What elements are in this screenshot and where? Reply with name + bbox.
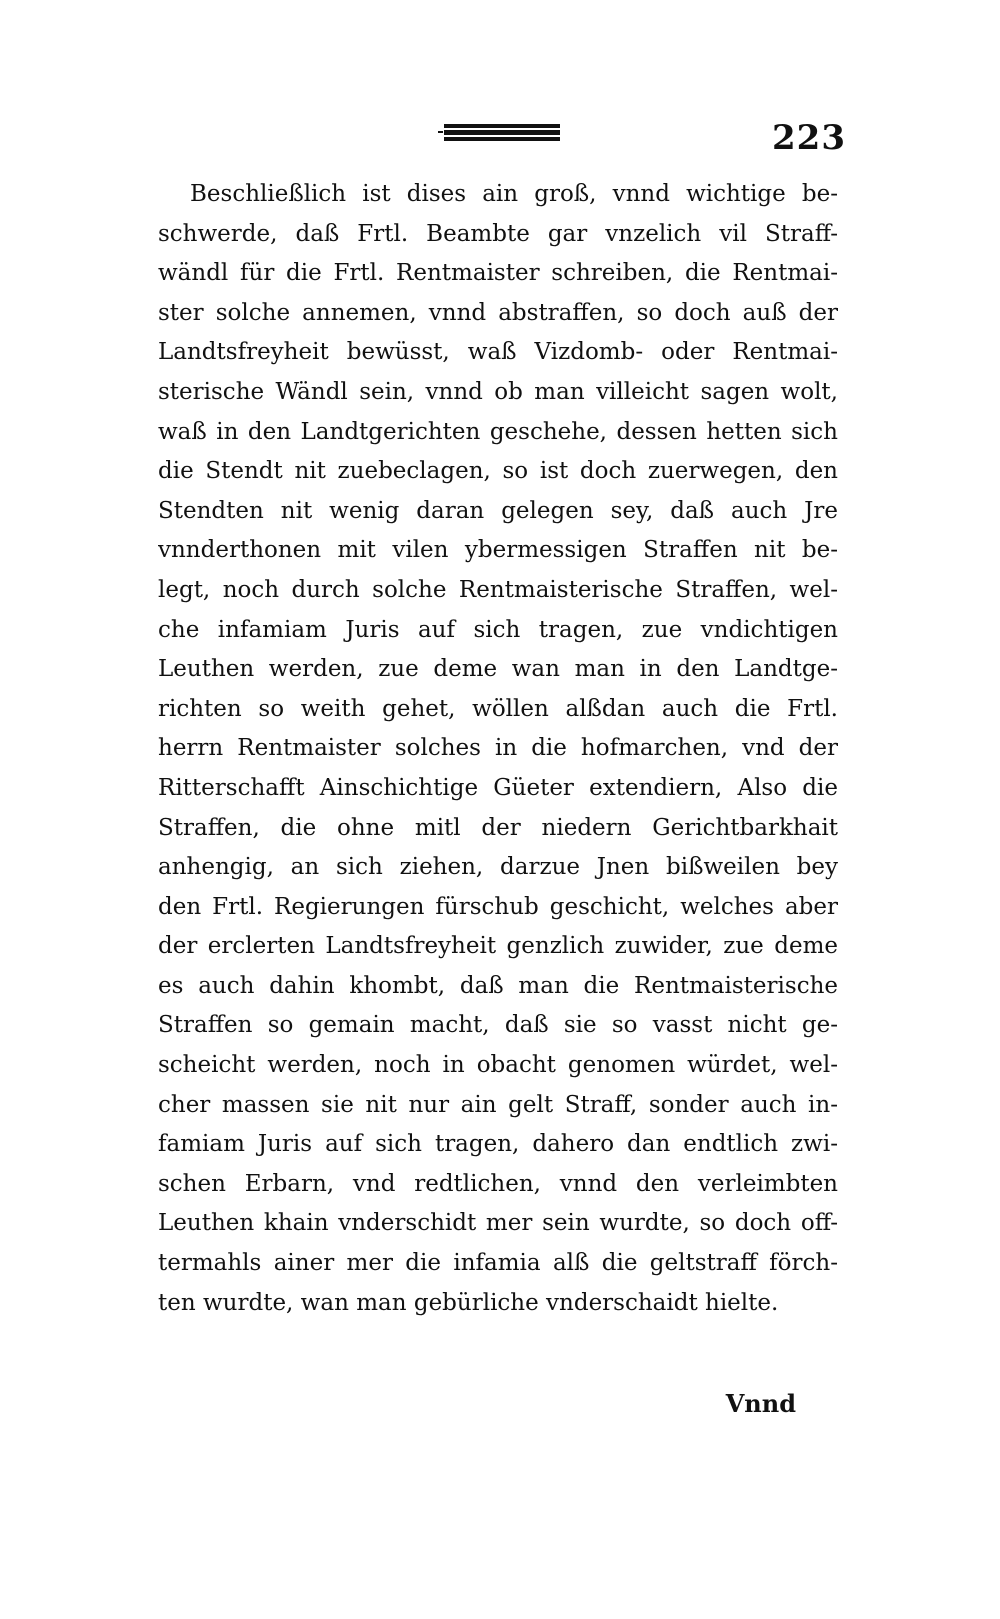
text-line: schen Erbarn, vnd redtlichen, vnnd den verleimbten — [158, 1170, 838, 1197]
text-line: Straffen, die ohne mitl der niedern Gerichtbarkhait — [158, 814, 838, 841]
text-line: termahls ainer mer die infamia alß die geltstraff förch- — [158, 1250, 838, 1277]
text-line: Leuthen werden, zue deme wan man in den Landtge- — [158, 656, 838, 683]
text-line: anhengig, an sich ziehen, darzue Jnen bißweilen bey — [158, 854, 838, 881]
text-line: waß in den Landtgerichten geschehe, dessen hetten sich — [158, 418, 838, 445]
text-line: wändl für die Frtl. Rentmaister schreiben, die Rentmai- — [158, 260, 838, 287]
text-line: cher massen sie nit nur ain gelt Straff, sonder auch in- — [158, 1091, 838, 1118]
text-line: herrn Rentmaister solches in die hofmarchen, vnd der — [158, 735, 838, 762]
text-line: scheicht werden, noch in obacht genomen würdet, wel- — [158, 1052, 838, 1079]
text-line: Stendten nit wenig daran gelegen sey, daß auch Jre — [158, 497, 838, 524]
header-ornamental-rule — [438, 122, 566, 144]
text-line: sterische Wändl sein, vnnd ob man villeicht sagen wolt, — [158, 378, 838, 405]
text-line: Leuthen khain vnderschidt mer sein wurdte, so doch off- — [158, 1210, 838, 1237]
text-line: die Stendt nit zuebeclagen, so ist doch zuerwegen, den — [158, 458, 838, 485]
text-line: richten so weith gehet, wöllen alßdan auch die Frtl. — [158, 695, 838, 722]
page-number: 223 — [772, 118, 846, 158]
body-paragraph — [158, 175, 838, 1323]
text-line: den Frtl. Regierungen fürschub geschicht, welches aber — [158, 893, 838, 920]
text-line: schwerde, daß Frtl. Beambte gar vnzelich vil Straff- — [158, 220, 838, 247]
text-line: ten wurdte, wan man gebürliche vnderschaidt hielte. — [158, 1289, 779, 1316]
rule-bar — [444, 137, 560, 141]
text-line: legt, noch durch solche Rentmaisterische Straffen, wel- — [158, 576, 838, 603]
text-line: che infamiam Juris auf sich tragen, zue vndichtigen — [158, 616, 838, 643]
text-line: es auch dahin khombt, daß man die Rentmaisterische — [158, 972, 838, 999]
rule-bar — [444, 130, 560, 135]
rule-tick — [438, 131, 443, 133]
text-line: vnnderthonen mit vilen ybermessigen Straffen nit be- — [158, 537, 838, 564]
catchword: Vnnd — [725, 1389, 796, 1418]
text-line: Ritterschafft Ainschichtige Güeter extendiern, Also die — [158, 774, 838, 801]
rule-bar — [444, 124, 560, 128]
text-line: Landtsfreyheit bewüsst, waß Vizdomb- oder Rentmai- — [158, 339, 838, 366]
text-line: ster solche annemen, vnnd abstraffen, so doch auß der — [158, 299, 838, 326]
text-line: famiam Juris auf sich tragen, dahero dan endtlich zwi- — [158, 1131, 838, 1158]
text-line: Straffen so gemain macht, daß sie so vasst nicht ge- — [158, 1012, 838, 1039]
text-line: der erclerten Landtsfreyheit genzlich zuwider, zue deme — [158, 933, 838, 960]
text-line: Beschließlich ist dises ain groß, vnnd wichtige be- — [190, 181, 838, 207]
